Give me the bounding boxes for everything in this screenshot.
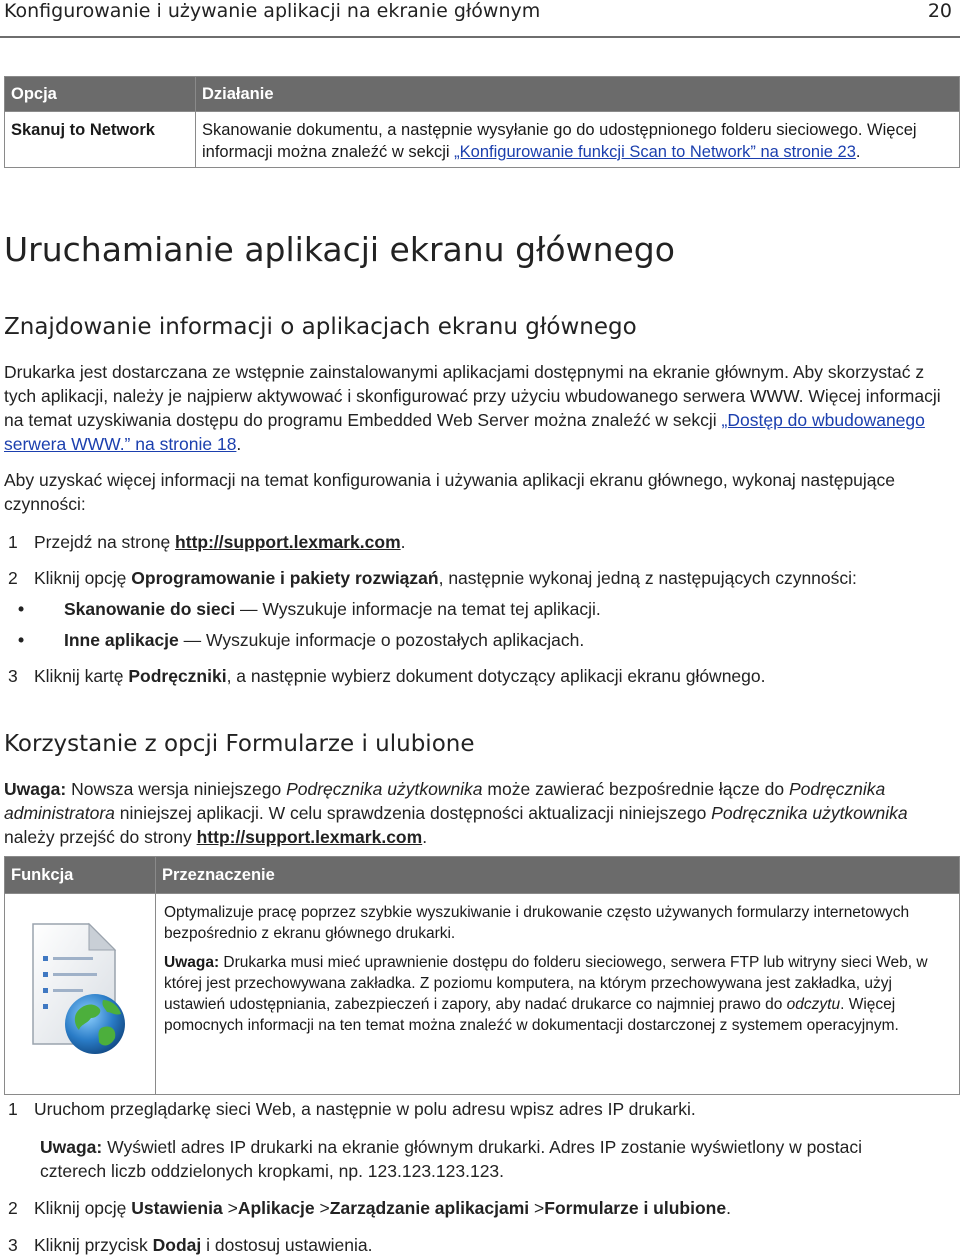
options-table <box>4 76 960 168</box>
step-1 <box>8 530 406 554</box>
document-globe-icon <box>19 920 139 1060</box>
bullet-text: — Wyszukuje informacje na temat tej aplikacji. <box>235 599 601 619</box>
option-name: Skanuj to Network <box>5 112 196 168</box>
column-header-purpose: Przeznaczenie <box>156 857 960 894</box>
page-number: 20 <box>927 0 952 22</box>
step-text: Uruchom przeglądarkę sieci Web, a następnie w polu adresu wpisz adres IP drukarki. <box>34 1099 696 1119</box>
note-label: Uwaga: <box>4 779 67 799</box>
note-text: niniejszej aplikacji. W celu sprawdzenia dostępności aktualizacji niniejszego <box>114 803 712 823</box>
feature-table-header <box>5 857 960 894</box>
column-header-action: Działanie <box>196 77 960 112</box>
bullet-bold: Skanowanie do sieci <box>64 599 236 619</box>
feature-purpose-text: Optymalizuje pracę poprzez szybkie wyszukiwanie i drukowanie często używanych formularzy internetowych bezpośrednio z ekranu głównego drukarki. <box>164 904 910 942</box>
menu-settings: Ustawienia <box>131 1198 223 1218</box>
note-text: Nowsza wersja niniejszego <box>66 779 287 799</box>
ip-address-note <box>40 1135 920 1183</box>
step-number: 2 <box>8 1198 18 1218</box>
note-text: . Więcej pomocnych informacji na ten temat można znaleźć w dokumentacji dostarczonej z systemem operacyjnym. <box>164 996 899 1034</box>
step-number: 1 <box>8 1099 18 1119</box>
menu-apps: Aplikacje <box>237 1198 315 1218</box>
final-step-2 <box>8 1196 731 1220</box>
apps-info-end: . <box>236 434 242 454</box>
embedded-web-server-link[interactable]: „Dostęp do wbudowanego serwera WWW.” na stronie 18 <box>4 410 925 454</box>
apps-info-paragraph <box>4 360 958 456</box>
feature-table <box>4 856 960 1095</box>
options-table-header <box>5 77 960 112</box>
column-header-option: Opcja <box>5 77 196 112</box>
support-lexmark-link[interactable]: http://support.lexmark.com <box>175 532 401 552</box>
option-description <box>196 112 960 168</box>
feature-note <box>164 952 951 1036</box>
step-number: 1 <box>8 532 18 552</box>
option-description-end: . <box>855 143 861 161</box>
bullet-dot: • <box>18 599 25 619</box>
support-lexmark-link[interactable]: http://support.lexmark.com <box>196 827 423 847</box>
note-italic: odczytu <box>786 996 841 1013</box>
bullet-item-other-apps <box>18 628 584 652</box>
note-label: Uwaga: <box>164 954 220 971</box>
step-number: 3 <box>8 1235 18 1255</box>
step-separator: > <box>529 1198 545 1218</box>
note-text-end: . <box>422 827 428 847</box>
forms-note-paragraph <box>4 777 958 849</box>
feature-icon-cell <box>5 894 156 1095</box>
more-info-paragraph: Aby uzyskać więcej informacji na temat konfigurowania i używania aplikacji ekranu głównego, wykonaj następujące czynności: <box>4 470 896 514</box>
column-header-feature: Funkcja <box>5 857 156 894</box>
step-text: Kliknij kartę <box>34 666 129 686</box>
step-3 <box>8 664 766 688</box>
note-text: Wyświetl adres IP drukarki na ekranie głównym drukarki. Adres IP zostanie wyświetlony w postaci czterech liczb oddzielonych kropkami, np. 123.123.123.123. <box>40 1137 863 1181</box>
step-text: Kliknij opcję <box>34 568 132 588</box>
step-text-end: . <box>400 532 406 552</box>
step-2 <box>8 566 857 590</box>
scan-to-network-link[interactable]: „Konfigurowanie funkcji Scan to Network” na stronie 23 <box>454 143 856 161</box>
add-button-label: Dodaj <box>152 1235 202 1255</box>
step-number: 2 <box>8 568 18 588</box>
note-text: może zawierać bezpośrednie łącze do <box>482 779 789 799</box>
step-text: Kliknij przycisk <box>34 1235 153 1255</box>
feature-purpose-cell <box>156 894 960 1095</box>
note-label: Uwaga: <box>40 1137 103 1157</box>
header-divider <box>0 36 960 38</box>
table-row <box>5 112 960 168</box>
note-italic: Podręcznika użytkownika <box>286 779 483 799</box>
bullet-dot: • <box>18 630 25 650</box>
step-text-end: . <box>726 1198 731 1218</box>
step-text-end: , a następnie wybierz dokument dotyczący aplikacji ekranu głównego. <box>226 666 766 686</box>
note-italic: Podręcznika administratora <box>4 779 886 823</box>
bullet-text: — Wyszukuje informacje o pozostałych aplikacjach. <box>178 630 585 650</box>
menu-forms-favorites: Formularze i ulubione <box>544 1198 727 1218</box>
step-text: Przejdź na stronę <box>34 532 176 552</box>
step-bold-tab: Podręczniki <box>128 666 227 686</box>
step-separator: > <box>222 1198 238 1218</box>
step-text: Kliknij opcję <box>34 1198 132 1218</box>
step-text-end: i dostosuj ustawienia. <box>201 1235 373 1255</box>
bullet-item-scan-to-network <box>18 597 601 621</box>
table-row <box>5 894 960 1095</box>
menu-app-management: Zarządzanie aplikacjami <box>329 1198 530 1218</box>
step-bold-option: Oprogramowanie i pakiety rozwiązań <box>131 568 439 588</box>
apps-info-text: Drukarka jest dostarczana ze wstępnie zainstalowanymi aplikacjami dostępnymi na ekranie głównym. Aby skorzystać z tych aplikacji, należy je najpierw aktywować i skonfigurować przy użyciu wbudowanego serwera WWW. Więcej informacji na temat uzyskiwania dostępu do programu Embedded Web Server można znaleźć w sekcji <box>4 362 941 430</box>
section-title: Uruchamianie aplikacji ekranu głównego <box>4 230 675 269</box>
final-step-3 <box>8 1233 372 1257</box>
final-step-1 <box>8 1097 696 1121</box>
note-italic: Podręcznika użytkownika <box>711 803 908 823</box>
step-number: 3 <box>8 666 18 686</box>
subsection-title-forms-favorites: Korzystanie z opcji Formularze i ulubione <box>4 731 475 757</box>
bullet-bold: Inne aplikacje <box>64 630 179 650</box>
step-text-end: , następnie wykonaj jedną z następujących czynności: <box>438 568 857 588</box>
option-description-text: Skanowanie dokumentu, a następnie wysyłanie go do udostępnionego folderu sieciowego. Więcej informacji można znaleźć w sekcji <box>202 121 917 161</box>
step-separator: > <box>314 1198 330 1218</box>
note-text: należy przejść do strony <box>4 827 197 847</box>
page-header-title: Konfigurowanie i używanie aplikacji na ekranie głównym <box>4 0 541 22</box>
note-text: Drukarka musi mieć uprawnienie dostępu do folderu sieciowego, serwera FTP lub witryny sieci Web, w której jest przechowywana zakładka. Z poziomu komputera, na którym przechowywana jest zakładka, użyj ustawień udostępniania, zabezpieczeń i zapory, aby nadać drukarce co najmniej prawo do <box>164 954 928 1013</box>
subsection-title-apps-info: Znajdowanie informacji o aplikacjach ekranu głównego <box>4 314 637 340</box>
